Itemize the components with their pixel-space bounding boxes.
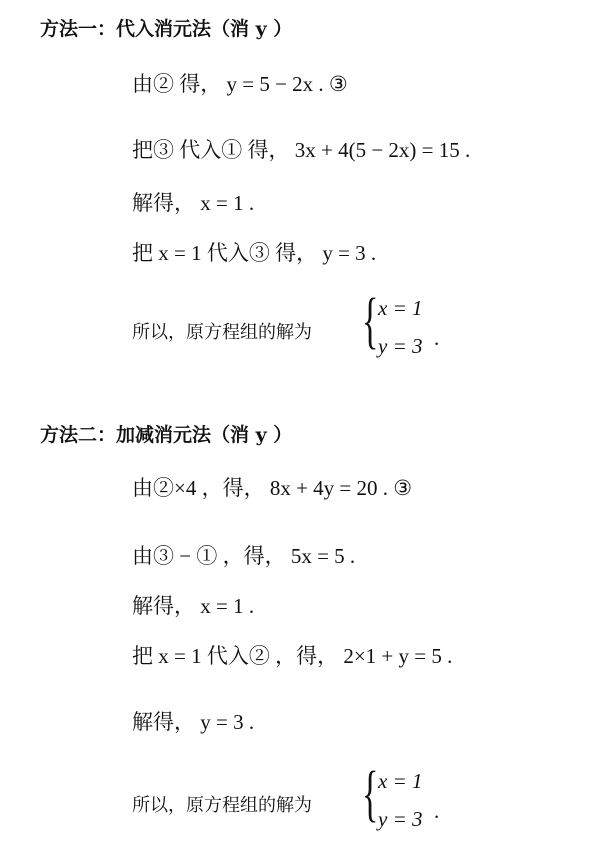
method1-solution-period: . (434, 326, 440, 350)
method2-step4: 把 x = 1 代入② ，得， 2×1 + y = 5 . (132, 644, 453, 668)
method1-heading: 方法一：代入消元法（消 y ） (40, 18, 293, 40)
method2-solution-x: x = 1 (378, 769, 423, 793)
method1-solution-y: y = 3 (378, 334, 423, 358)
method1-step1: 由② 得， y = 5 − 2x . ③ (132, 72, 348, 96)
method2-solution-system (362, 760, 472, 843)
method2-step1: 由②×4 ，得， 8x + 4y = 20 . ③ (132, 476, 413, 500)
method2-step5: 解得， y = 3 . (132, 710, 255, 734)
method1-step4: 把 x = 1 代入③ 得， y = 3 . (132, 241, 377, 265)
method2-step2: 由③ − ① ，得， 5x = 5 . (132, 544, 356, 568)
method2-conclusion: 所以，原方程组的解为 (132, 795, 312, 816)
brace-icon: { (362, 287, 379, 355)
method1-conclusion: 所以，原方程组的解为 (132, 322, 312, 343)
brace-icon: { (362, 760, 379, 828)
method2-solution-period: . (434, 799, 440, 823)
method2-step3: 解得， x = 1 . (132, 594, 255, 618)
method1-step3: 解得， x = 1 . (132, 191, 255, 215)
method1-solution-system (362, 287, 472, 370)
method1-solution-x: x = 1 (378, 296, 423, 320)
method2-heading: 方法二：加减消元法（消 y ） (40, 424, 293, 446)
method2-solution-y: y = 3 (378, 807, 423, 831)
method1-step2: 把③ 代入① 得， 3x + 4(5 − 2x) = 15 . (132, 138, 471, 162)
